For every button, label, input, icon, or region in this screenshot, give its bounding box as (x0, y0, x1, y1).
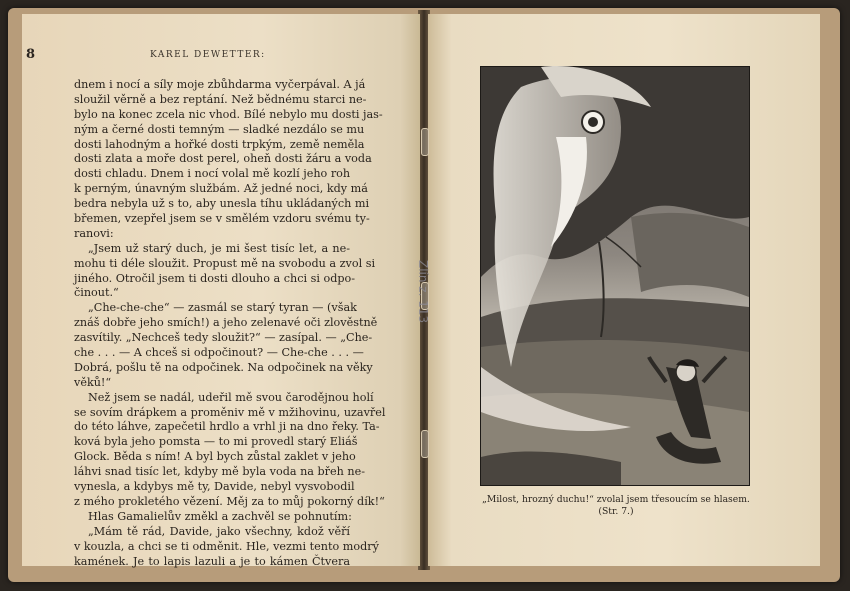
text-line: Než jsem se nadál, udeřil mě svou čarodějnou holí (88, 390, 374, 404)
text-line: ranovi: (74, 226, 114, 240)
text-line: „Mám tě rád, Davide, jako všechny, kdož věří (88, 524, 350, 538)
text-line: sloužil věrně a bez reptání. Než bědnému starci ne- (74, 92, 367, 106)
text-line: Hlas Gamalielův změkl a zachvěl se pohnutím: (88, 509, 352, 523)
text-line: Dobrá, pošlu tě na odpočinek. Na odpočinek na věky (74, 360, 373, 374)
text-line: dnem i nocí a síly moje zbůhdarma vyčerpával. A já (74, 78, 366, 91)
running-head: KAREL DEWETTER: (150, 50, 266, 60)
text-line: do této láhve, zapečetil hrdlo a vrhl ji na dno řeky. Ta- (74, 420, 380, 434)
caption-page-reference: (Str. 7.) (598, 506, 634, 517)
caption-quote: „Milost, hrozný duchu!“ zvolal jsem třesoucím se hlasem. (482, 494, 750, 505)
text-line: bedra nebyla už s to, aby unesla tíhu ukládaných mi (74, 197, 370, 211)
pencil-annotation: Zlín z. 113 (416, 260, 430, 324)
engraving-drawing (481, 67, 749, 485)
text-line: dosti chladu. Dnem i nocí volal mě kozlí jeho roh (74, 167, 351, 181)
text-line: znáš dobře jeho smích!) a jeho zelenavé oči zlověstně (74, 316, 378, 330)
text-line: ným a černé dosti temným — sladké nezdálo se mu (74, 122, 365, 136)
body-text (74, 78, 386, 569)
text-line: činout.“ (74, 286, 119, 300)
page-number: 8 (26, 47, 36, 62)
illustration-caption (480, 494, 752, 518)
text-line: ková byla jeho pomsta — to mi provedl starý Eliáš (74, 435, 358, 449)
text-line: dosti lahodným a hořké dosti trpkým, země neměla (74, 137, 365, 151)
text-line: z mého prokletého vězení. Měj za to můj pokorný dík!“ (74, 494, 385, 508)
text-line: láhvi snad tisíc let, kdyby mě byla voda na břeh ne- (74, 465, 366, 479)
text-line: Glock. Běda s ním! A byl bych zůstal zaklet v jeho (74, 450, 356, 464)
binding-stitch (421, 128, 429, 156)
text-line: mohu ti déle sloužit. Propust mě na svobodu a zvol si (74, 256, 376, 270)
text-line: se sovím drápkem a proměniv mě v mžihovinu, uzavřel (74, 405, 386, 419)
text-line: kamének. Je to lapis lazuli a je to kámen Čtvera (74, 554, 350, 568)
text-line: v kouzla, a chci se ti odměnit. Hle, vezmi tento modrý (74, 539, 379, 553)
text-line: „Che-che-che“ — zasmál se starý tyran — (však (88, 301, 357, 315)
illustration-genie-and-boy (480, 66, 750, 486)
text-line: břemen, vzepřel jsem se v smělém vzdoru svému ty- (74, 212, 370, 226)
text-line: vynesla, a kdybys mě ty, Davide, nebyl vysvobodil (74, 480, 355, 494)
text-line: „Jsem už starý duch, je mi šest tisíc let, a ne- (88, 241, 350, 255)
text-line: zasvítily. „Nechceš tedy sloužit?“ — zasípal. — „Che- (74, 331, 373, 345)
text-line: bylo na konec zcela nic vhod. Bílé nebylo mu dosti jas- (74, 107, 383, 121)
binding-stitch (421, 430, 429, 458)
text-line: dosti zlata a moře dost perel, oheň dosti žáru a voda (74, 152, 372, 166)
text-line: jiného. Otročil jsem ti dosti dlouho a chci si odpo- (74, 271, 356, 285)
text-line: che . . . — A chceš si odpočinout? — Che-che . . . — (74, 346, 364, 360)
text-line: k perným, únavným službám. Až jedné noci, kdy má (74, 182, 368, 196)
text-line: věků!“ (74, 375, 112, 389)
